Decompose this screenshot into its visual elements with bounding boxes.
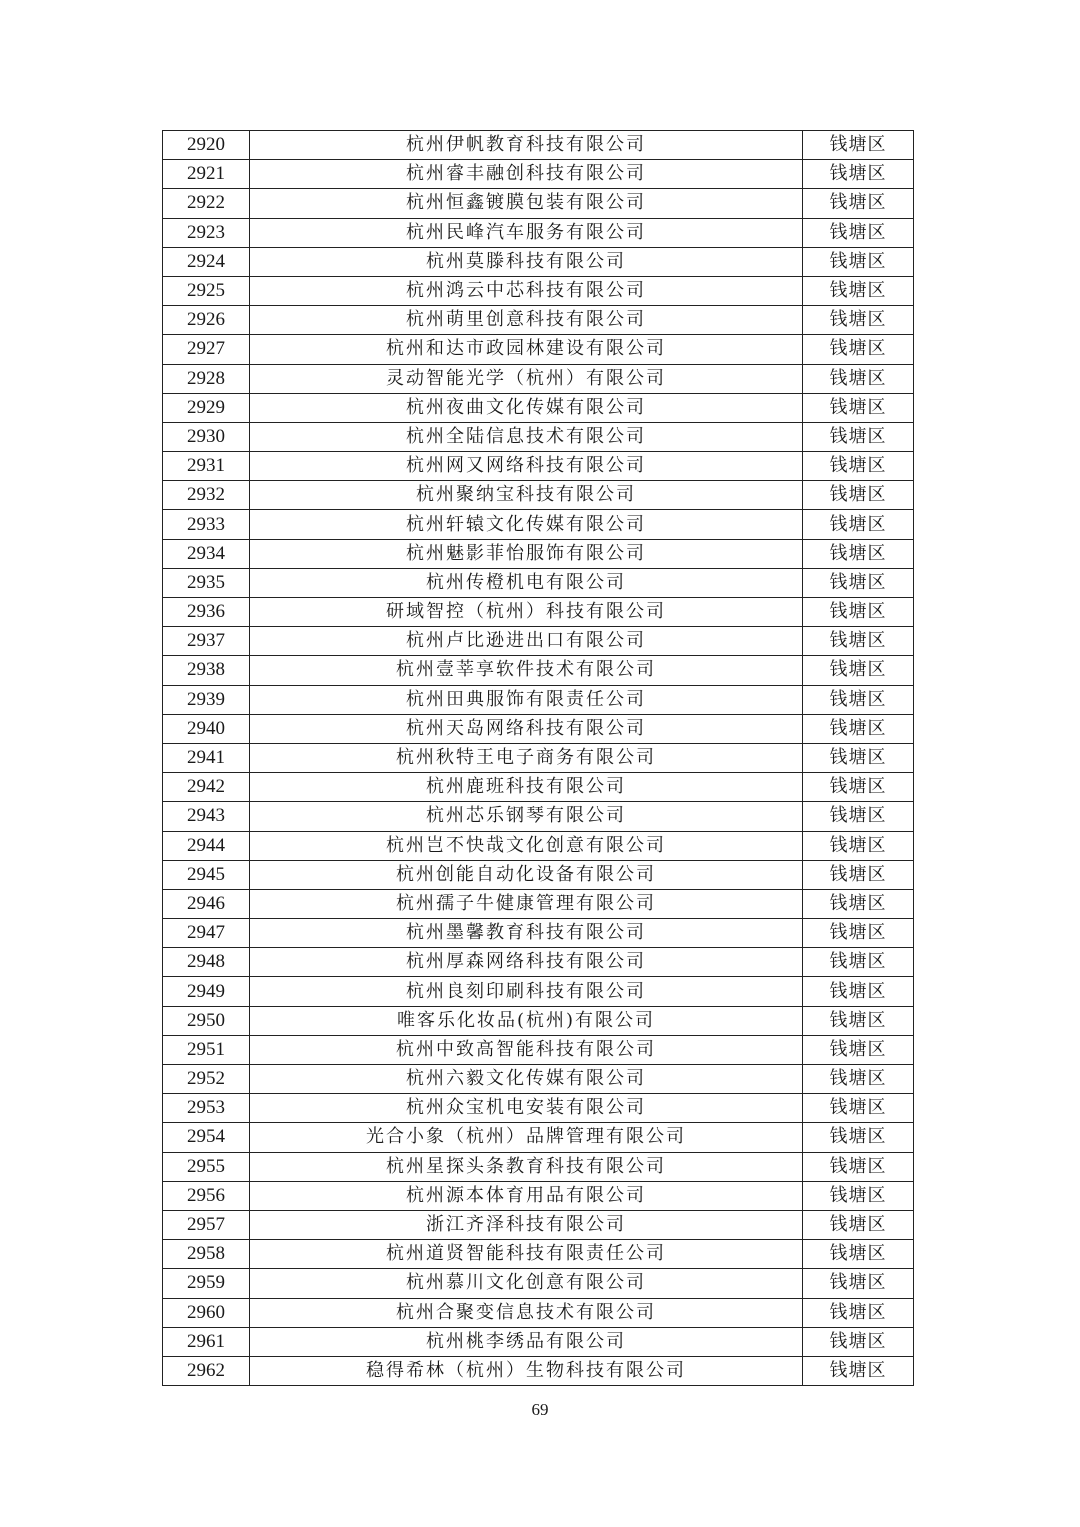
district: 钱塘区 — [803, 422, 914, 451]
company-name: 杭州桃李绣品有限公司 — [250, 1327, 803, 1356]
company-name: 杭州网又网络科技有限公司 — [250, 452, 803, 481]
row-number: 2937 — [163, 627, 250, 656]
company-name: 杭州良刻印刷科技有限公司 — [250, 977, 803, 1006]
table-row — [163, 977, 914, 1006]
company-name: 杭州鸿云中芯科技有限公司 — [250, 276, 803, 305]
district: 钱塘区 — [803, 568, 914, 597]
table-row — [163, 1123, 914, 1152]
table-row — [163, 510, 914, 539]
row-number: 2962 — [163, 1356, 250, 1385]
table-row — [163, 1152, 914, 1181]
district: 钱塘区 — [803, 481, 914, 510]
company-name: 杭州星探头条教育科技有限公司 — [250, 1152, 803, 1181]
company-name: 杭州创能自动化设备有限公司 — [250, 860, 803, 889]
table-row — [163, 743, 914, 772]
company-table — [162, 130, 914, 1386]
district: 钱塘区 — [803, 1356, 914, 1385]
row-number: 2941 — [163, 743, 250, 772]
district: 钱塘区 — [803, 1152, 914, 1181]
company-name: 杭州魅影菲怡服饰有限公司 — [250, 539, 803, 568]
row-number: 2924 — [163, 247, 250, 276]
district: 钱塘区 — [803, 276, 914, 305]
row-number: 2961 — [163, 1327, 250, 1356]
company-name: 杭州睿丰融创科技有限公司 — [250, 160, 803, 189]
table-row — [163, 1298, 914, 1327]
company-name: 浙江齐泽科技有限公司 — [250, 1210, 803, 1239]
company-name: 杭州传橙机电有限公司 — [250, 568, 803, 597]
district: 钱塘区 — [803, 364, 914, 393]
row-number: 2945 — [163, 860, 250, 889]
company-table-body — [163, 131, 914, 1386]
table-row — [163, 948, 914, 977]
company-name: 杭州夜曲文化传媒有限公司 — [250, 393, 803, 422]
row-number: 2958 — [163, 1240, 250, 1269]
company-name: 杭州秋特王电子商务有限公司 — [250, 743, 803, 772]
district: 钱塘区 — [803, 773, 914, 802]
table-row — [163, 919, 914, 948]
company-name: 杭州莫滕科技有限公司 — [250, 247, 803, 276]
company-name: 杭州合聚变信息技术有限公司 — [250, 1298, 803, 1327]
table-row — [163, 685, 914, 714]
table-row — [163, 364, 914, 393]
table-row — [163, 860, 914, 889]
company-name: 杭州民峰汽车服务有限公司 — [250, 218, 803, 247]
table-row — [163, 1240, 914, 1269]
company-name: 灵动智能光学（杭州）有限公司 — [250, 364, 803, 393]
district: 钱塘区 — [803, 1123, 914, 1152]
table-row — [163, 247, 914, 276]
table-row — [163, 481, 914, 510]
company-name: 研域智控（杭州）科技有限公司 — [250, 598, 803, 627]
company-name: 杭州岂不快哉文化创意有限公司 — [250, 831, 803, 860]
company-name: 杭州鹿班科技有限公司 — [250, 773, 803, 802]
row-number: 2928 — [163, 364, 250, 393]
company-name: 杭州厚森网络科技有限公司 — [250, 948, 803, 977]
district: 钱塘区 — [803, 1065, 914, 1094]
row-number: 2957 — [163, 1210, 250, 1239]
table-row — [163, 1094, 914, 1123]
table-row — [163, 714, 914, 743]
row-number: 2930 — [163, 422, 250, 451]
table-row — [163, 568, 914, 597]
district: 钱塘区 — [803, 306, 914, 335]
district: 钱塘区 — [803, 452, 914, 481]
district: 钱塘区 — [803, 889, 914, 918]
district: 钱塘区 — [803, 919, 914, 948]
company-name: 杭州田典服饰有限责任公司 — [250, 685, 803, 714]
district: 钱塘区 — [803, 1094, 914, 1123]
district: 钱塘区 — [803, 1269, 914, 1298]
table-row — [163, 306, 914, 335]
table-row — [163, 1006, 914, 1035]
row-number: 2921 — [163, 160, 250, 189]
district: 钱塘区 — [803, 1035, 914, 1064]
district: 钱塘区 — [803, 802, 914, 831]
table-row — [163, 1035, 914, 1064]
row-number: 2938 — [163, 656, 250, 685]
company-name: 杭州墨馨教育科技有限公司 — [250, 919, 803, 948]
row-number: 2946 — [163, 889, 250, 918]
company-name: 杭州六毅文化传媒有限公司 — [250, 1065, 803, 1094]
table-row — [163, 1181, 914, 1210]
company-table-container — [162, 130, 912, 1386]
company-name: 杭州和达市政园林建设有限公司 — [250, 335, 803, 364]
district: 钱塘区 — [803, 335, 914, 364]
table-row — [163, 539, 914, 568]
table-row — [163, 773, 914, 802]
company-name: 杭州恒鑫镀膜包装有限公司 — [250, 189, 803, 218]
company-name: 杭州道贤智能科技有限责任公司 — [250, 1240, 803, 1269]
company-name: 杭州卢比逊进出口有限公司 — [250, 627, 803, 656]
table-row — [163, 656, 914, 685]
district: 钱塘区 — [803, 948, 914, 977]
row-number: 2953 — [163, 1094, 250, 1123]
row-number: 2936 — [163, 598, 250, 627]
company-name: 杭州源本体育用品有限公司 — [250, 1181, 803, 1210]
district: 钱塘区 — [803, 977, 914, 1006]
table-row — [163, 831, 914, 860]
row-number: 2954 — [163, 1123, 250, 1152]
district: 钱塘区 — [803, 218, 914, 247]
table-row — [163, 218, 914, 247]
row-number: 2933 — [163, 510, 250, 539]
row-number: 2955 — [163, 1152, 250, 1181]
district: 钱塘区 — [803, 510, 914, 539]
company-name: 杭州中致高智能科技有限公司 — [250, 1035, 803, 1064]
table-row — [163, 189, 914, 218]
district: 钱塘区 — [803, 160, 914, 189]
district: 钱塘区 — [803, 714, 914, 743]
table-row — [163, 393, 914, 422]
company-name: 杭州伊帆教育科技有限公司 — [250, 131, 803, 160]
row-number: 2951 — [163, 1035, 250, 1064]
page-number: 69 — [531, 1400, 549, 1419]
row-number: 2925 — [163, 276, 250, 305]
row-number: 2929 — [163, 393, 250, 422]
table-row — [163, 1356, 914, 1385]
table-row — [163, 627, 914, 656]
table-row — [163, 1210, 914, 1239]
row-number: 2952 — [163, 1065, 250, 1094]
company-name: 杭州萌里创意科技有限公司 — [250, 306, 803, 335]
district: 钱塘区 — [803, 860, 914, 889]
district: 钱塘区 — [803, 1210, 914, 1239]
district: 钱塘区 — [803, 1240, 914, 1269]
table-row — [163, 1269, 914, 1298]
row-number: 2934 — [163, 539, 250, 568]
row-number: 2950 — [163, 1006, 250, 1035]
company-name: 杭州轩辕文化传媒有限公司 — [250, 510, 803, 539]
table-row — [163, 1065, 914, 1094]
row-number: 2935 — [163, 568, 250, 597]
company-name: 光合小象（杭州）品牌管理有限公司 — [250, 1123, 803, 1152]
table-row — [163, 335, 914, 364]
district: 钱塘区 — [803, 1006, 914, 1035]
company-name: 稳得希林（杭州）生物科技有限公司 — [250, 1356, 803, 1385]
table-row — [163, 802, 914, 831]
company-name: 杭州芯乐钢琴有限公司 — [250, 802, 803, 831]
table-row — [163, 452, 914, 481]
row-number: 2926 — [163, 306, 250, 335]
district: 钱塘区 — [803, 393, 914, 422]
table-row — [163, 422, 914, 451]
table-row — [163, 1327, 914, 1356]
district: 钱塘区 — [803, 656, 914, 685]
row-number: 2943 — [163, 802, 250, 831]
row-number: 2959 — [163, 1269, 250, 1298]
district: 钱塘区 — [803, 685, 914, 714]
row-number: 2923 — [163, 218, 250, 247]
row-number: 2920 — [163, 131, 250, 160]
company-name: 杭州天岛网络科技有限公司 — [250, 714, 803, 743]
company-name: 杭州众宝机电安装有限公司 — [250, 1094, 803, 1123]
district: 钱塘区 — [803, 598, 914, 627]
table-row — [163, 276, 914, 305]
table-row — [163, 131, 914, 160]
company-name: 杭州聚纳宝科技有限公司 — [250, 481, 803, 510]
district: 钱塘区 — [803, 539, 914, 568]
row-number: 2947 — [163, 919, 250, 948]
table-row — [163, 160, 914, 189]
row-number: 2942 — [163, 773, 250, 802]
row-number: 2931 — [163, 452, 250, 481]
row-number: 2939 — [163, 685, 250, 714]
district: 钱塘区 — [803, 1327, 914, 1356]
company-name: 杭州壹莘享软件技术有限公司 — [250, 656, 803, 685]
district: 钱塘区 — [803, 1181, 914, 1210]
row-number: 2922 — [163, 189, 250, 218]
row-number: 2944 — [163, 831, 250, 860]
district: 钱塘区 — [803, 831, 914, 860]
row-number: 2927 — [163, 335, 250, 364]
row-number: 2956 — [163, 1181, 250, 1210]
row-number: 2948 — [163, 948, 250, 977]
row-number: 2932 — [163, 481, 250, 510]
row-number: 2940 — [163, 714, 250, 743]
district: 钱塘区 — [803, 247, 914, 276]
district: 钱塘区 — [803, 189, 914, 218]
district: 钱塘区 — [803, 743, 914, 772]
table-row — [163, 598, 914, 627]
district: 钱塘区 — [803, 1298, 914, 1327]
district: 钱塘区 — [803, 627, 914, 656]
company-name: 杭州孺子牛健康管理有限公司 — [250, 889, 803, 918]
table-row — [163, 889, 914, 918]
district: 钱塘区 — [803, 131, 914, 160]
company-name: 杭州全陆信息技术有限公司 — [250, 422, 803, 451]
company-name: 唯客乐化妆品(杭州)有限公司 — [250, 1006, 803, 1035]
row-number: 2960 — [163, 1298, 250, 1327]
company-name: 杭州慕川文化创意有限公司 — [250, 1269, 803, 1298]
row-number: 2949 — [163, 977, 250, 1006]
